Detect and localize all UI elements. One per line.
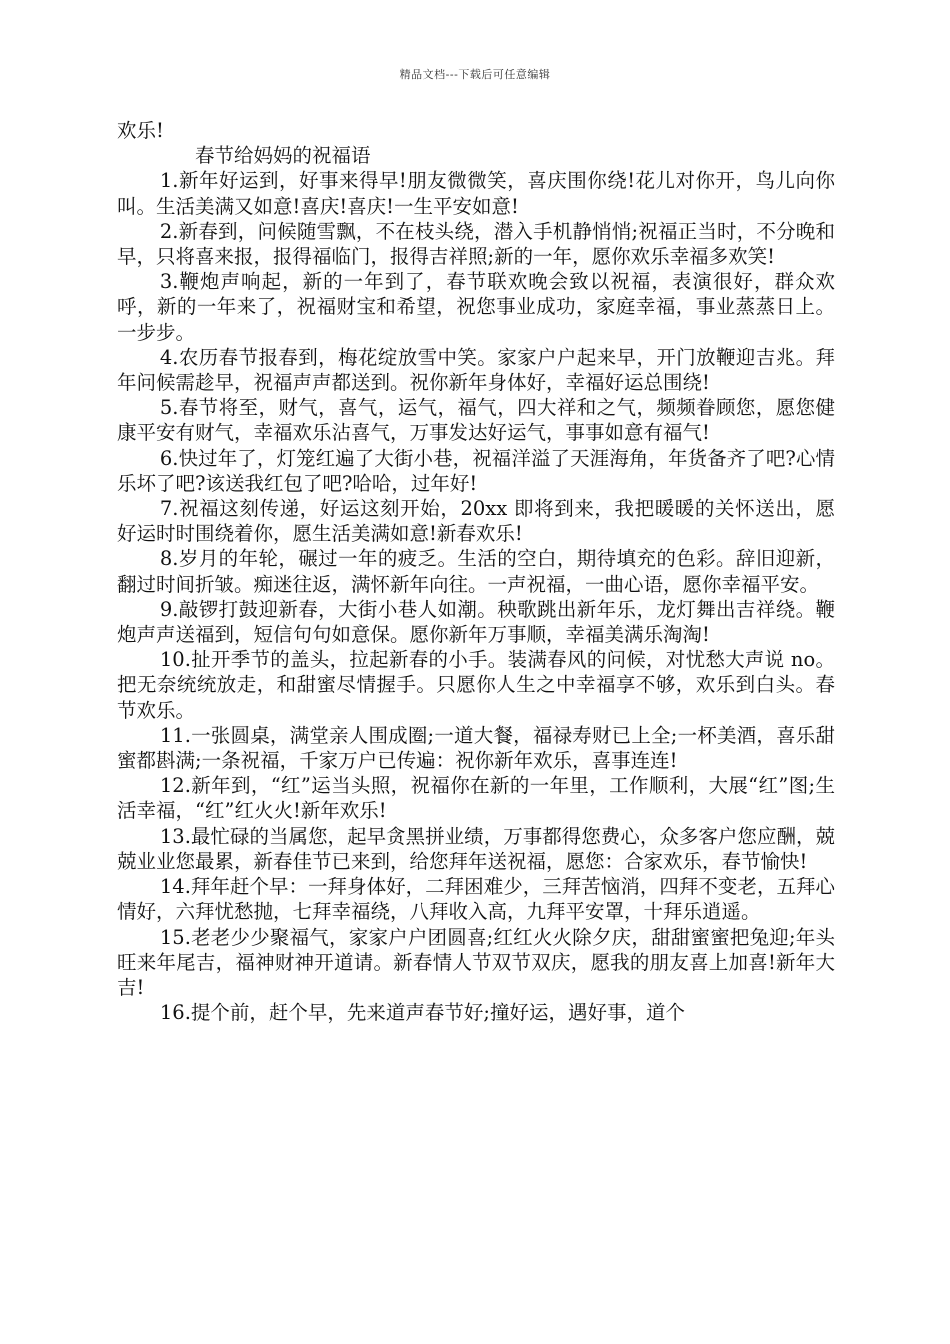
paragraph-2: 2.新春到，问候随雪飘，不在枝头绕，潜入手机静悄悄;祝福正当时，不分晚和早，只将喜来报，报得福临门，报得吉祥照;新的一年，愿你欢乐幸福多欢笑! bbox=[117, 219, 835, 269]
page-header: 精品文档---下载后可任意编辑 bbox=[399, 68, 551, 81]
paragraph-11: 11.一张圆桌，满堂亲人围成圈;一道大餐，福禄寿财已上全;一杯美酒，喜乐甜蜜都斟满;一条祝福，千家万户已传遍：祝你新年欢乐，喜事连连! bbox=[117, 723, 835, 773]
paragraph-7: 7.祝福这刻传递，好运这刻开始，20xx 即将到来，我把暖暖的关怀送出，愿好运时时围绕着你，愿生活美满如意!新春欢乐! bbox=[117, 497, 835, 546]
paragraph-12: 12.新年到，“红”运当头照，祝福你在新的一年里，工作顺利，大展“红”图;生活幸福，“红”红火火!新年欢乐! bbox=[117, 774, 835, 823]
paragraph-5: 5.春节将至，财气，喜气，运气，福气，四大祥和之气，频频眷顾您，愿您健康平安有财气，幸福欢乐沾喜气，万事发达好运气，事事如意有福气! bbox=[117, 396, 835, 445]
paragraph-1: 1.新年好运到，好事来得早!朋友微微笑，喜庆围你绕!花儿对你开，鸟儿向你叫。生活美满又如意!喜庆!喜庆!一生平安如意! bbox=[117, 169, 835, 218]
paragraph-3: 3.鞭炮声响起，新的一年到了，春节联欢晚会致以祝福，表演很好，群众欢呼，新的一年来了，祝福财宝和希望，祝您事业成功，家庭幸福，事业蒸蒸日上。一步步。 bbox=[117, 270, 835, 344]
paragraph-14: 14.拜年赶个早：一拜身体好，二拜困难少，三拜苦恼消，四拜不变老，五拜心情好，六拜忧愁抛，七拜幸福绕，八拜收入高，九拜平安罩，十拜乐逍遥。 bbox=[117, 875, 835, 924]
paragraph-9: 9.敲锣打鼓迎新春，大街小巷人如潮。秧歌跳出新年乐，龙灯舞出吉祥绕。鞭炮声声送福到，短信句句如意保。愿你新年万事顺，幸福美满乐淘淘! bbox=[117, 597, 835, 647]
document-body bbox=[117, 118, 835, 1025]
paragraph-6: 6.快过年了，灯笼红遍了大街小巷，祝福洋溢了天涯海角，年货备齐了吧?心情乐坏了吧?该送我红包了吧?哈哈，过年好! bbox=[117, 446, 835, 495]
paragraph-15: 15.老老少少聚福气，家家户户团圆喜;红红火火除夕庆，甜甜蜜蜜把兔迎;年头旺来年尾吉，福神财神开道请。新春情人节双节双庆，愿我的朋友喜上加喜!新年大吉! bbox=[117, 925, 835, 999]
section-title: 春节给妈妈的祝福语 bbox=[195, 144, 371, 168]
paragraph-8: 8.岁月的年轮，碾过一年的疲乏。生活的空白，期待填充的色彩。辞旧迎新，翻过时间折皱。痴迷往返，满怀新年向往。一声祝福，一曲心语，愿你幸福平安。 bbox=[117, 547, 835, 596]
paragraph-16: 16.提个前，赶个早，先来道声春节好;撞好运，遇好事，道个 bbox=[159, 1001, 685, 1025]
paragraph-4: 4.农历春节报春到，梅花绽放雪中笑。家家户户起来早，开门放鞭迎吉兆。拜年问候需趁早，祝福声声都送到。祝你新年身体好，幸福好运总围绕! bbox=[117, 345, 835, 395]
paragraph-10: 10.扯开季节的盖头，拉起新春的小手。装满春风的问候，对忧愁大声说 no。把无奈统统放走，和甜蜜尽情握手。只愿你人生之中幸福享不够，欢乐到白头。春节欢乐。 bbox=[117, 648, 835, 722]
paragraph-13: 13.最忙碌的当属您，起早贪黑拼业绩，万事都得您费心，众多客户您应酬，兢兢业业您最累，新春佳节已来到，给您拜年送祝福，愿您：合家欢乐，春节愉快! bbox=[117, 824, 835, 873]
lead-line: 欢乐! bbox=[117, 119, 164, 142]
